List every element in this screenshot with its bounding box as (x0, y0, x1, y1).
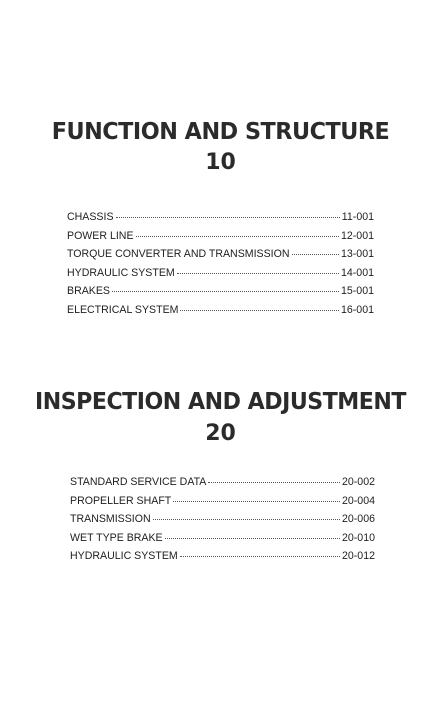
toc-entry[interactable] (67, 285, 374, 304)
toc-entry-label: ELECTRICAL SYSTEM (67, 303, 179, 316)
toc-entry-page: 16-001 (341, 303, 374, 316)
toc-entry-page: 13-001 (341, 248, 374, 261)
toc-entry-label: PROPELLER SHAFT (70, 494, 172, 507)
toc-entry[interactable] (67, 230, 374, 249)
toc-entry[interactable] (70, 532, 375, 551)
toc-entry[interactable] (67, 211, 374, 230)
toc-entry-page: 14-001 (341, 266, 374, 279)
toc-entry-label: HYDRAULIC SYSTEM (70, 550, 178, 563)
toc-entry-label: STANDARD SERVICE DATA (70, 476, 207, 488)
toc-entry[interactable] (70, 476, 375, 495)
dot-leader (153, 519, 340, 520)
toc-entry-page: 20-006 (342, 513, 375, 526)
section-number-20: 20 (205, 421, 236, 446)
dot-leader (173, 501, 340, 502)
toc-entry-page: 11-001 (341, 211, 374, 223)
toc-entry-label: HYDRAULIC SYSTEM (67, 266, 175, 279)
toc-entry-label: POWER LINE (67, 229, 134, 242)
toc-entry-label: BRAKES (67, 285, 110, 298)
toc-entry-page: 20-012 (342, 550, 375, 563)
dot-leader (116, 217, 340, 218)
toc-list-inspection-and-adjustment (70, 476, 375, 569)
section-title-inspection-and-adjustment: INSPECTION AND ADJUSTMENT (34, 389, 406, 415)
toc-entry-label: CHASSIS (67, 211, 114, 223)
toc-entry[interactable] (70, 550, 375, 569)
toc-entry[interactable] (67, 248, 374, 267)
toc-entry-label: TORQUE CONVERTER AND TRANSMISSION (67, 248, 290, 261)
toc-entry-label: WET TYPE BRAKE (70, 531, 163, 544)
toc-entry-page: 15-001 (341, 285, 374, 298)
toc-entry[interactable] (67, 304, 374, 323)
toc-entry-page: 20-004 (342, 494, 375, 507)
toc-list-function-and-structure (67, 211, 374, 323)
dot-leader (208, 482, 340, 483)
section-title-function-and-structure: FUNCTION AND STRUCTURE (51, 119, 390, 145)
toc-entry[interactable] (70, 495, 375, 514)
toc-entry-label: TRANSMISSION (70, 513, 151, 526)
toc-entry[interactable] (70, 513, 375, 532)
toc-entry[interactable] (67, 267, 374, 286)
toc-entry-page: 12-001 (341, 229, 374, 242)
dot-leader (136, 236, 339, 237)
toc-entry-page: 20-002 (342, 476, 375, 488)
dot-leader (180, 310, 339, 311)
toc-entry-page: 20-010 (342, 531, 375, 544)
dot-leader (165, 538, 340, 539)
dot-leader (292, 254, 339, 255)
dot-leader (177, 273, 339, 274)
dot-leader (180, 556, 340, 557)
section-number-10: 10 (205, 150, 236, 175)
dot-leader (112, 291, 339, 292)
